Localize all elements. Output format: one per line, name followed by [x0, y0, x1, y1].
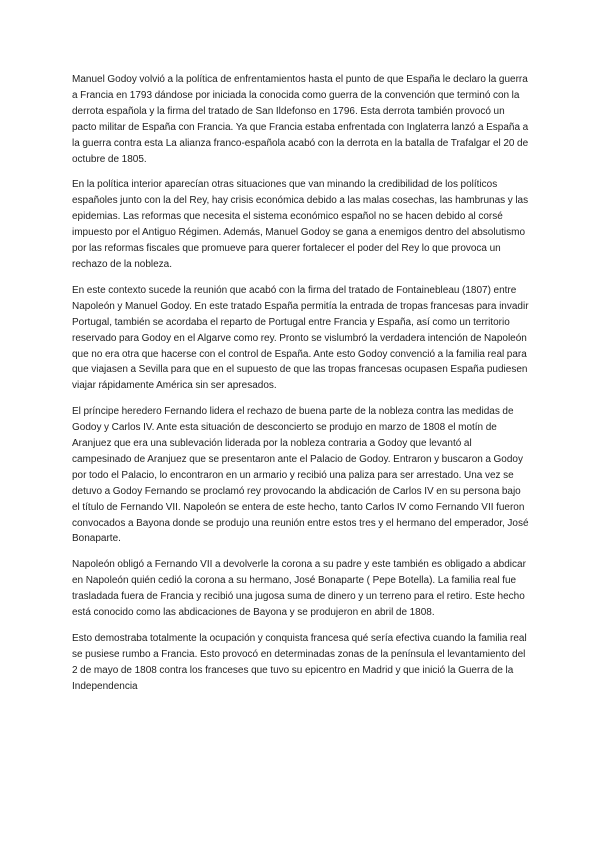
paragraph-1: Manuel Godoy volvió a la política de enfrentamientos hasta el punto de que España le declaro la guerra a Francia en 1793 dándose por iniciada la conocida como guerra de la convención que terminó con la derrota española y la firma del tratado de San Ildefonso en 1796. Esta derrota también provocó un pacto militar de España con Francia. Ya que Francia estaba enfrentada con Inglaterra lanzó a España a la guerra contra esta La alianza franco-española acabó con la derrota en la batalla de Trafalgar el 20 de octubre de 1805.: [72, 74, 529, 165]
paragraph-6: Esto demostraba totalmente la ocupación y conquista francesa qué sería efectiva cuando la familia real se pusiese rumbo a Francia. Esto provocó en determinadas zonas de la península el levantamiento del 2 de mayo de 1808 contra los franceses que tuvo su epicentro en Madrid y que inició la Guerra de la Independencia: [72, 633, 527, 692]
paragraph-3: En este contexto sucede la reunión que acabó con la firma del tratado de Fontainebleau (1807) entre Napoleón y Manuel Godoy. En este tratado España permitía la entrada de tropas francesas para invadir Portugal, también se acordaba el reparto de Portugal entre Francia y España, así como un territorio reservado para Godoy en el Algarve como rey. Pronto se vislumbró la verdadera intención de Napoleón que no era otra que hacerse con el control de España. Ante esto Godoy convenció a la familia real para que viajasen a Sevilla para que en el supuesto de que las tropas francesas ocupasen España pudiesen viajar rápidamente América sin ser apresados.: [72, 284, 529, 392]
paragraph-2: En la política interior aparecían otras situaciones que van minando la credibilidad de los políticos españoles junto con la del Rey, hay crisis económica debido a las malas cosechas, las hambrunas y las epidemias. Las reformas que necesita el sistema económico español no se hacen debido al corsé impuesto por el Antiguo Régimen. Además, Manuel Godoy se gana a enemigos dentro del absolutismo por las reformas fiscales que promueve para querer fortalecer el poder del Rey lo que provoca un rechazo de la nobleza.: [72, 179, 529, 270]
document-body: [72, 72, 530, 705]
paragraph-4: El príncipe heredero Fernando lidera el rechazo de buena parte de la nobleza contra las medidas de Godoy y Carlos IV. Ante esta situación de desconcierto se produjo en marzo de 1808 el motín de Aranjuez que era una sublevación liderada por la nobleza contraria a Godoy que levantó al campesinado de Aranjuez que se presentaron ante el Palacio de Godoy. Entraron y buscaron a Godoy por todo el Palacio, lo encontraron en un armario y recibió una paliza para ser arrestado. Una vez se detuvo a Godoy Fernando se proclamó rey provocando la abdicación de Carlos IV en su persona bajo el título de Fernando VII. Napoleón se entera de este hecho, tanto Carlos IV como Fernando VII fueron convocados a Bayona donde se produjo una reunión entre estos tres y el hermano del emperador, José Bonaparte.: [72, 406, 529, 545]
paragraph-5: Napoleón obligó a Fernando VII a devolverle la corona a su padre y este también es obligado a abdicar en Napoleón quién cedió la corona a su hermano, José Bonaparte ( Pepe Botella). La familia real fue trasladada fuera de Francia y recibió una jugosa suma de dinero y un terreno para el retiro. Este hecho está conocido como las abdicaciones de Bayona y se produjeron en abril de 1808.: [72, 559, 526, 619]
